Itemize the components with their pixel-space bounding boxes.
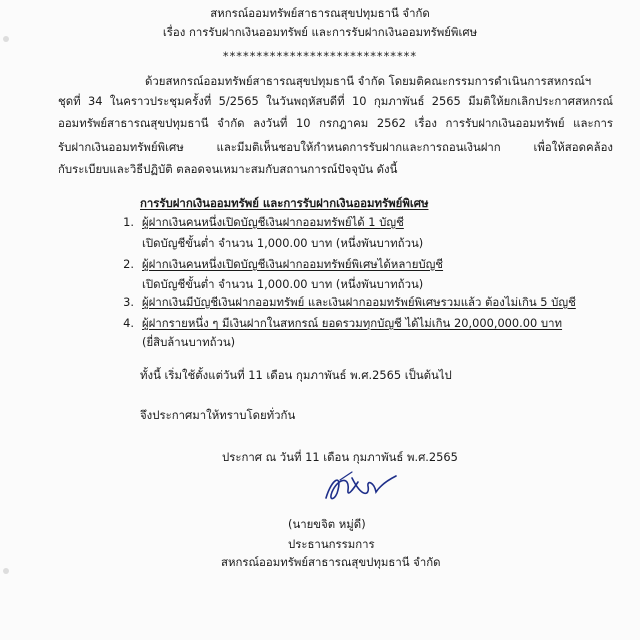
- section-heading: การรับฝากเงินออมทรัพย์ และการรับฝากเงินออมทรัพย์พิเศษ: [140, 196, 429, 210]
- signature-image: [318, 468, 398, 508]
- list-item-line: ผู้ฝากรายหนึ่ง ๆ มีเงินฝากในสหกรณ์ ยอดรวมทุกบัญชี ได้ไม่เกิน 20,000,000.00 บาท: [142, 316, 563, 330]
- subject-line: เรื่อง การรับฝากเงินออมทรัพย์ และการรับฝากเงินออมทรัพย์พิเศษ: [162, 25, 478, 39]
- list-item-line: ผู้ฝากเงินมีบัญชีเงินฝากออมทรัพย์ และเงินฝากออมทรัพย์พิเศษรวมแล้ว ต้องไม่เกิน 5 บัญชี: [142, 295, 576, 309]
- signer-name: (นายขจิต หมู่ดี): [288, 517, 366, 531]
- effective-date: ทั้งนี้ เริ่มใช้ตั้งแต่วันที่ 11 เดือน กุมภาพันธ์ พ.ศ.2565 เป็นต้นไป: [140, 368, 452, 382]
- list-item-line: เปิดบัญชีขั้นต่ำ จำนวน 1,000.00 บาท (หนึ่งพันบาทถ้วน): [142, 277, 424, 291]
- announcement-date: ประกาศ ณ วันที่ 11 เดือน กุมภาพันธ์ พ.ศ.2565: [222, 450, 458, 464]
- list-item-number: 2.: [123, 257, 134, 271]
- org-title: สหกรณ์ออมทรัพย์สาธารณสุขปทุมธานี จำกัด: [210, 6, 430, 20]
- body-line-3: ออมทรัพย์สาธารณสุขปทุมธานี จำกัด ลงวันที่ 10 กรกฎาคม 2562 เรื่อง การรับฝากเงินออมทรัพย์ และการ: [58, 116, 613, 130]
- notice-line: จึงประกาศมาให้ทราบโดยทั่วกัน: [140, 408, 296, 422]
- list-item-number: 4.: [123, 316, 134, 330]
- divider-stars: *****************************: [222, 49, 418, 63]
- signer-title: ประธานกรรมการ: [288, 537, 375, 551]
- body-line-1: ด้วยสหกรณ์ออมทรัพย์สาธารณสุขปทุมธานี จำกัด โดยมติคณะกรรมการดำเนินการสหกรณ์ฯ: [145, 74, 592, 88]
- punch-hole-mark: [3, 568, 9, 574]
- signer-org: สหกรณ์ออมทรัพย์สาธารณสุขปทุมธานี จำกัด: [221, 555, 441, 569]
- body-line-4: รับฝากเงินออมทรัพย์พิเศษ และมีมติเห็นชอบให้กำหนดการรับฝากและการถอนเงินฝาก เพื่อให้สอดคล้อง: [58, 140, 613, 154]
- list-item-line: ผู้ฝากเงินคนหนึ่งเปิดบัญชีเงินฝากออมทรัพย์ได้ 1 บัญชี: [142, 215, 404, 229]
- list-item-number: 3.: [123, 295, 134, 309]
- body-line-2: ชุดที่ 34 ในคราวประชุมครั้งที่ 5/2565 ในวันพฤหัสบดีที่ 10 กุมภาพันธ์ 2565 มีมติให้ยกเลิกประกาศสหกรณ์: [58, 94, 613, 108]
- list-item-number: 1.: [123, 215, 134, 229]
- list-item-line: (ยี่สิบล้านบาทถ้วน): [142, 335, 236, 349]
- list-item-line: เปิดบัญชีขั้นต่ำ จำนวน 1,000.00 บาท (หนึ่งพันบาทถ้วน): [142, 236, 424, 250]
- body-line-5: กับระเบียบและวิธีปฏิบัติ ตลอดจนเหมาะสมกับสถานการณ์ปัจจุบัน ดังนี้: [58, 162, 398, 176]
- list-item-line: ผู้ฝากเงินคนหนึ่งเปิดบัญชีเงินฝากออมทรัพย์พิเศษได้หลายบัญชี: [142, 257, 444, 271]
